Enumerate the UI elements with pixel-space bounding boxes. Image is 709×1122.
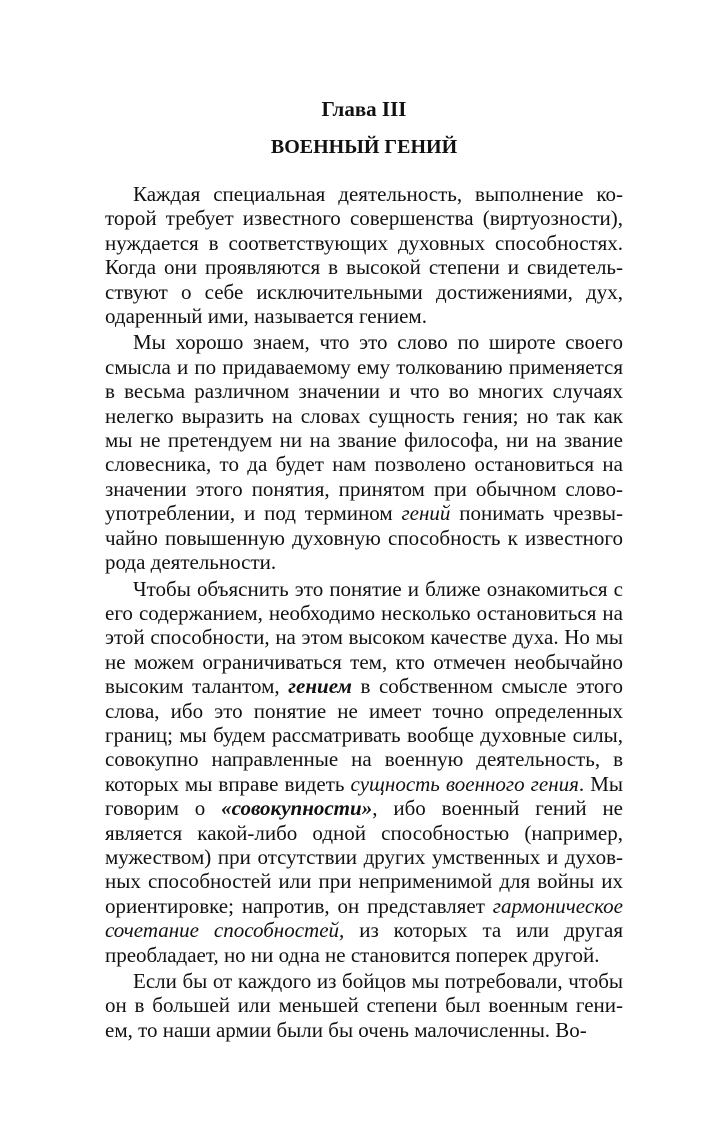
emphasis-totality: «совокупности» (221, 796, 373, 821)
chapter-title: ВОЕННЫЙ ГЕНИЙ (270, 136, 458, 158)
paragraph-1 (105, 182, 623, 328)
italic-term-genius: гений (401, 501, 451, 526)
text-run: из которых та или другая преобладает, но ни одна не становится поперек другой. (105, 918, 623, 967)
text-run: в собственном смысле этого слова, ибо это понятие не имеет точно определенных границ; мы будем рассматривать вообще духовные силы, совокупно направленные на военную деятельность, в которых мы вправе видеть (105, 674, 623, 796)
book-page (105, 96, 623, 1042)
text-run: Чтобы объяснить это понятие и ближе ознакомиться с его содержанием, необходимо несколько остановиться на этой способности, на этом высоком качестве духа. Но мы не можем ограничиваться тем, кто отмечен необычайно высоким талантом, (105, 576, 623, 699)
paragraph-4 (105, 969, 623, 1042)
italic-military-genius-essence: сущность военного гения (350, 771, 579, 796)
emphasis-geniem: гением (288, 674, 352, 699)
text-run: Если бы от каждого из бойцов мы потребовали, чтобы он в большей или меньшей степени был военным гением, то наши армии были бы очень малочисленны. Во- (105, 969, 623, 1042)
text-run: Каждая специальная деятельность, выполнение которой требует известного совершенства (виртуозности), нуждается в соответствующих духовных способностях. Когда они проявляются в высокой степени и свидетельствуют о себе исключительными достижениями, дух, одаренный ими, называется гением. (105, 182, 623, 329)
italic-harmonic-combination: гармоническое сочетание способностей, (105, 893, 623, 943)
text-run: Мы хорошо знаем, что это слово по широте своего смысла и по придаваемому ему толкованию применяется в весьма различном значении и что во многих случаях нелегко выразить на словах сущность гения; но так как мы не претендуем ни на звание философа, ни на звание словесника, то да будет нам позволено остановиться на значении этого понятия, принятом при обычном словоупотреблении, и под термином (105, 330, 623, 526)
text-run: , ибо военный гений не является какой-либо одной способностью (например, мужеством) при отсутствии других умственных и духовных способностей или при неприменимой для войны их ориентировке; напротив, он представляет (105, 796, 624, 918)
paragraph-3 (105, 577, 623, 968)
paragraph-2 (105, 330, 623, 574)
chapter-number: Глава III (321, 97, 407, 121)
text-run: понимать чрезвычайно повышенную духовную способность к известного рода деятельности. (105, 501, 623, 575)
text-run: . Мы говорим о (105, 771, 623, 821)
